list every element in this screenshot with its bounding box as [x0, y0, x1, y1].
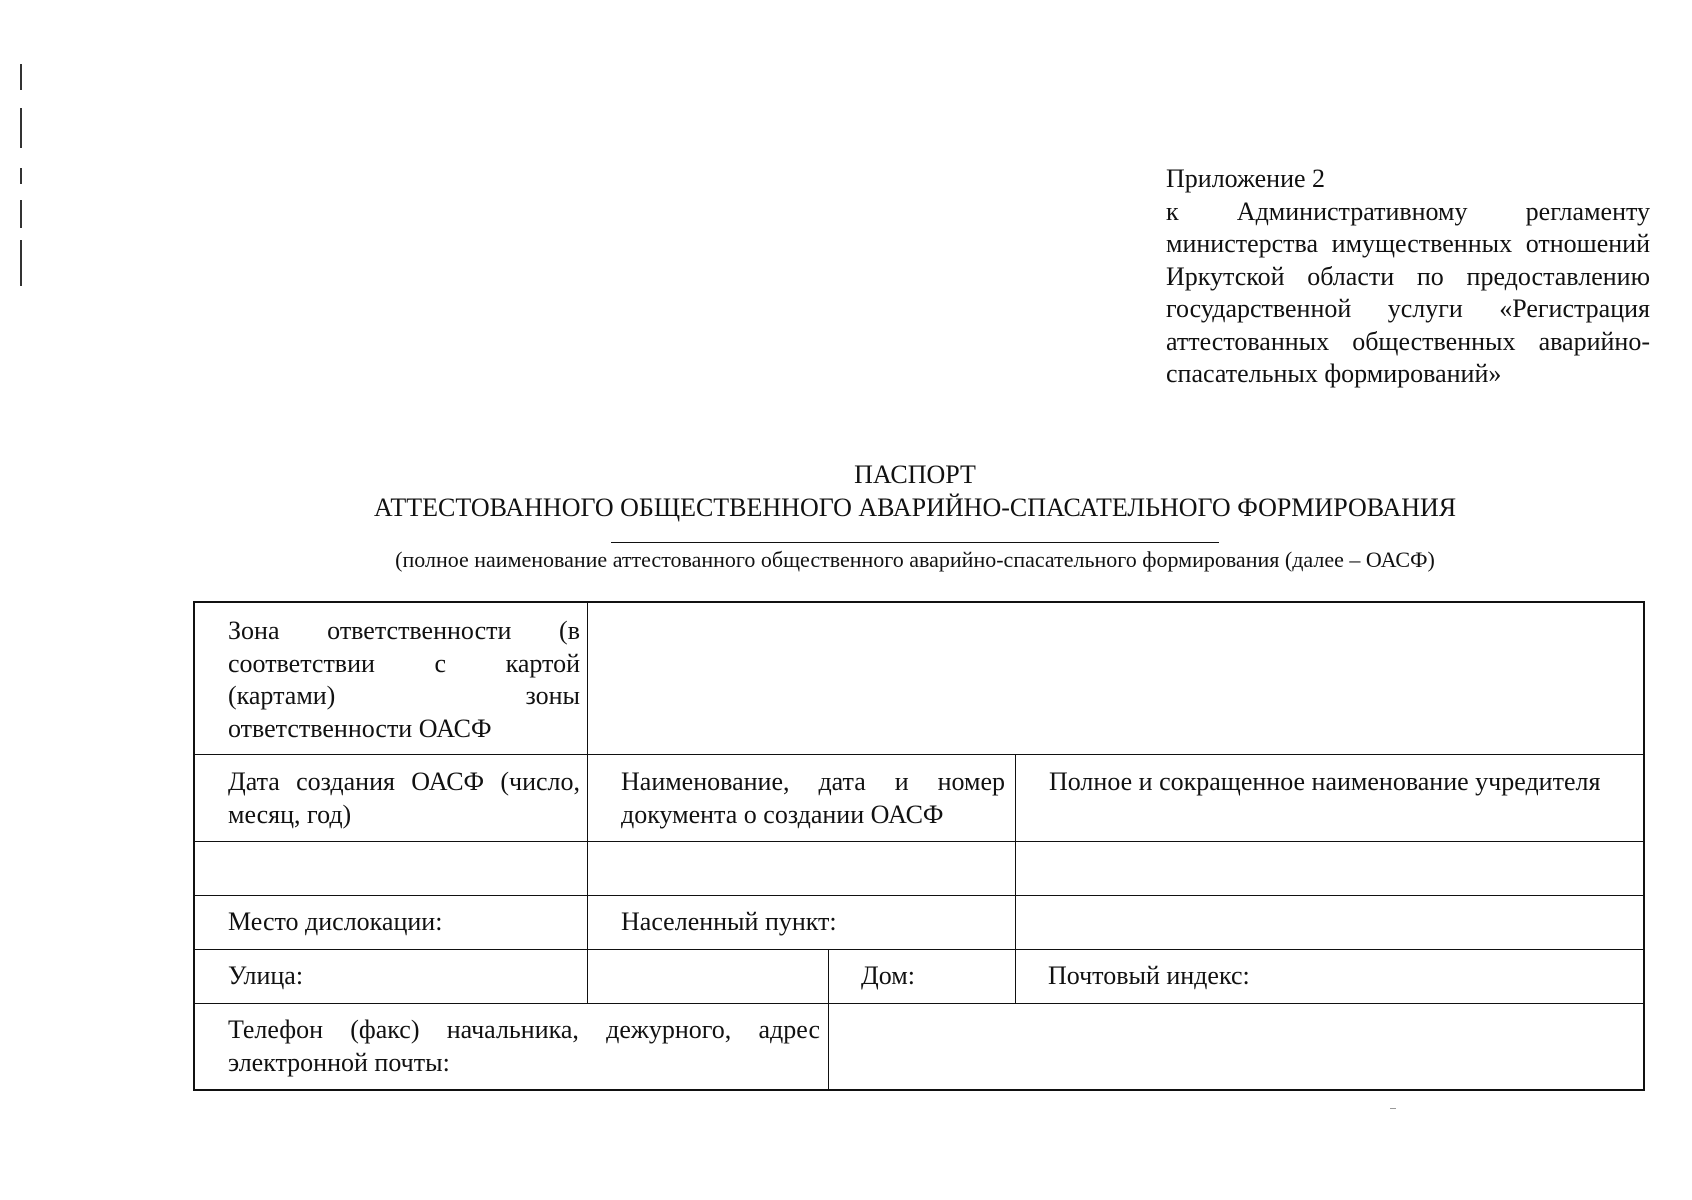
settlement-label: Населенный пункт:	[621, 907, 837, 936]
table-rule	[195, 841, 1643, 842]
margin-mark	[20, 64, 22, 90]
creation-date-label: Дата создания ОАСФ (число, месяц, год)	[228, 767, 580, 829]
margin-mark	[20, 240, 22, 286]
title-line-subject: АТТЕСТОВАННОГО ОБЩЕСТВЕННОГО АВАРИЙНО-СПАСАТЕЛЬНОГО ФОРМИРОВАНИЯ	[373, 493, 1457, 522]
house-label: Дом:	[861, 961, 915, 990]
table-rule	[195, 1003, 1643, 1004]
document-label: Наименование, дата и номер документа о создании ОАСФ	[621, 767, 1005, 829]
margin-mark	[20, 108, 22, 148]
street-label: Улица:	[228, 961, 304, 990]
contacts-label: Телефон (факс) начальника, дежурного, адрес электронной почты:	[228, 1015, 820, 1077]
appendix-number: Приложение 2	[1166, 164, 1326, 193]
table-rule	[1015, 949, 1016, 1003]
passport-table	[193, 601, 1645, 1091]
margin-mark	[20, 168, 22, 184]
table-rule	[195, 895, 1643, 896]
document-title	[300, 458, 1530, 524]
margin-mark	[20, 200, 22, 228]
appendix-note	[1166, 163, 1650, 391]
zone-label: Зона ответственности (в соответствии с картой (картами) зоны ответственности ОАСФ	[228, 616, 580, 743]
table-rule	[195, 949, 1643, 950]
table-rule	[195, 754, 1643, 755]
title-line-passport: ПАСПОРТ	[854, 460, 976, 489]
name-blank-line	[611, 542, 1219, 543]
table-rule	[828, 949, 829, 1089]
postal-label: Почтовый индекс:	[1048, 961, 1250, 990]
founder-label: Полное и сокращенное наименование учредителя	[1049, 767, 1601, 796]
name-caption: (полное наименование аттестованного общественного аварийно-спасательного формирования (далее – ОАСФ)	[395, 547, 1435, 572]
location-label: Место дислокации:	[228, 907, 443, 936]
appendix-body: к Административному регламенту министерства имущественных отношений Иркутской области по предоставлению государственной услуги «Регистрация аттестованных общественных аварийно-спасательных формирований»	[1166, 196, 1650, 388]
scan-speck	[1390, 1108, 1396, 1109]
table-rule	[1015, 754, 1016, 949]
table-rule	[587, 603, 588, 1003]
